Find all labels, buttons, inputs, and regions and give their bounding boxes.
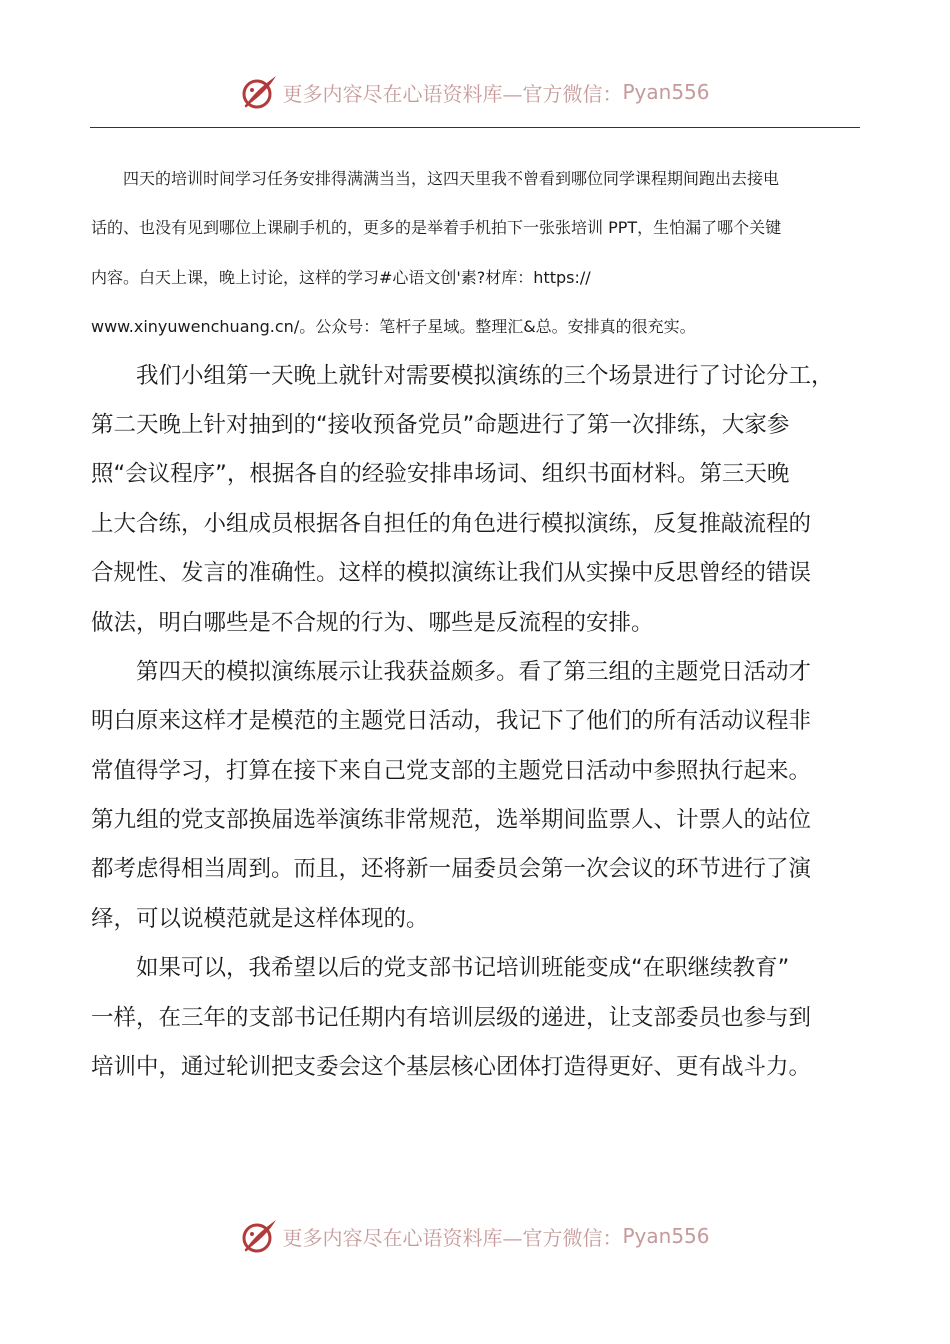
footer-banner-text: 更多内容尽在心语资料库—官方微信：	[282, 1225, 623, 1250]
paragraph-2-line-4: 第九组的党支部换届选举演练非常规范，选举期间监票人、计票人的站位	[91, 807, 812, 833]
quill-logo-icon	[240, 1216, 280, 1256]
quill-logo-icon	[240, 72, 280, 112]
header-banner	[0, 68, 950, 116]
paragraph-2-line-1: 第四天的模拟演练展示让我获益颇多。看了第三组的主题党日活动才	[91, 659, 812, 685]
paragraph-2-line-5: 都考虑得相当周到。而且，还将新一届委员会第一次会议的环节进行了演	[91, 856, 812, 882]
paragraph-3-line-2: 一样，在三年的支部书记任期内有培训层级的递进，让支部委员也参与到	[91, 1005, 812, 1031]
paragraph-1-line-1: 我们小组第一天晚上就针对需要模拟演练的三个场景进行了讨论分工，	[91, 363, 834, 389]
paragraph-3-line-3: 培训中，通过轮训把支委会这个基层核心团体打造得更好、更有战斗力。	[91, 1054, 812, 1080]
header-banner-contact: Pyan556	[622, 80, 710, 104]
paragraph-1-line-6: 做法，明白哪些是不合规的行为、哪些是反流程的安排。	[91, 610, 654, 636]
small-paragraph-line-1: 四天的培训时间学习任务安排得满满当当，这四天里我不曾看到哪位同学课程期间跑出去接电	[91, 169, 780, 188]
paragraph-1-line-4: 上大合练，小组成员根据各自担任的角色进行模拟演练，反复推敲流程的	[91, 511, 812, 537]
small-paragraph-line-3: 内容。白天上课，晚上讨论，这样的学习#心语文创'素?材库：https://	[91, 268, 591, 287]
paragraph-2-line-6: 绎，可以说模范就是这样体现的。	[91, 906, 429, 932]
footer-banner	[0, 1212, 950, 1260]
header-banner-text: 更多内容尽在心语资料库—官方微信：	[282, 81, 623, 106]
small-paragraph-line-4: www.xinyuwenchuang.cn/。公众号：笔杆子星域。整理汇&总。安排真的很充实。	[91, 317, 696, 336]
header-divider	[90, 127, 860, 128]
paragraph-1-line-5: 合规性、发言的准确性。这样的模拟演练让我们从实操中反思曾经的错误	[91, 560, 812, 586]
paragraph-1-line-3: 照“会议程序”，根据各自的经验安排串场词、组织书面材料。第三天晚	[91, 461, 790, 487]
paragraph-2-line-2: 明白原来这样才是模范的主题党日活动，我记下了他们的所有活动议程非	[91, 708, 812, 734]
paragraph-2-line-3: 常值得学习，打算在接下来自己党支部的主题党日活动中参照执行起来。	[91, 758, 812, 784]
paragraph-3-line-1: 如果可以，我希望以后的党支部书记培训班能变成“在职继续教育”	[91, 955, 790, 981]
small-paragraph-line-2: 话的、也没有见到哪位上课刷手机的，更多的是举着手机拍下一张张培训 PPT，生怕漏了哪个关键	[91, 218, 782, 237]
paragraph-1-line-2: 第二天晚上针对抽到的“接收预备党员”命题进行了第一次排练，大家参	[91, 412, 790, 438]
footer-banner-contact: Pyan556	[622, 1224, 710, 1248]
